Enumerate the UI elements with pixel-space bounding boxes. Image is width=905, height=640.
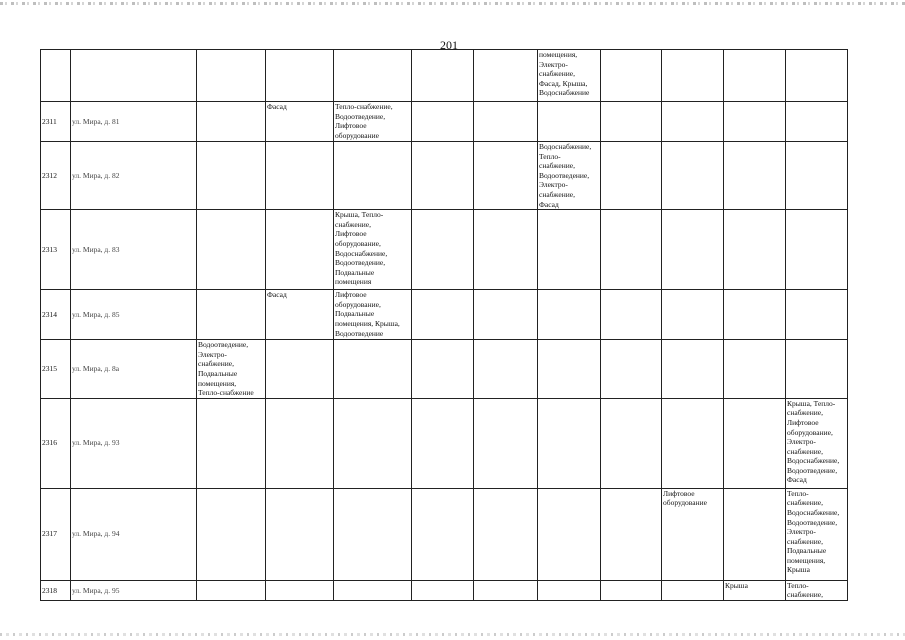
work-type-cell bbox=[334, 398, 412, 488]
cell-text-line: Электро- bbox=[539, 59, 568, 69]
work-type-cell bbox=[538, 50, 601, 102]
work-type-cell bbox=[724, 50, 786, 102]
work-type-cell bbox=[197, 142, 266, 210]
cell-text-line: оборудование, bbox=[787, 427, 833, 437]
work-type-cell bbox=[197, 210, 266, 290]
cell-text-line: Подвальные bbox=[335, 309, 375, 319]
work-type-cell bbox=[412, 290, 474, 340]
work-type-cell bbox=[474, 488, 538, 580]
cell-text-line: Водоснабжение, bbox=[787, 507, 840, 517]
cell-text-line: Водоотведение, bbox=[787, 517, 838, 527]
work-type-cell bbox=[266, 50, 334, 102]
work-type-cell bbox=[662, 290, 724, 340]
work-type-cell bbox=[724, 290, 786, 340]
work-type-cell bbox=[334, 290, 412, 340]
work-type-cell bbox=[474, 142, 538, 210]
cell-text-line: снабжение, bbox=[787, 536, 823, 546]
work-type-cell bbox=[197, 398, 266, 488]
work-type-cell bbox=[197, 290, 266, 340]
work-type-cell bbox=[266, 290, 334, 340]
table-row bbox=[41, 50, 848, 102]
cell-text-line: оборудование bbox=[335, 130, 379, 140]
work-type-cell bbox=[662, 210, 724, 290]
row-number-cell: 2316 bbox=[41, 398, 71, 488]
address-cell: ул. Мира, д. 83 bbox=[71, 210, 197, 290]
work-type-cell bbox=[474, 580, 538, 600]
work-type-cell bbox=[601, 398, 662, 488]
work-type-cell bbox=[474, 102, 538, 142]
table-row bbox=[41, 580, 848, 600]
work-type-cell bbox=[334, 488, 412, 580]
table-row bbox=[41, 102, 848, 142]
work-type-cell bbox=[662, 488, 724, 580]
work-type-cell bbox=[601, 50, 662, 102]
work-type-cell bbox=[412, 488, 474, 580]
work-type-cell bbox=[266, 102, 334, 142]
work-type-cell bbox=[538, 398, 601, 488]
work-type-cell bbox=[538, 580, 601, 600]
cell-text-line: Тепло-снабжение bbox=[198, 388, 254, 398]
work-type-cell bbox=[412, 102, 474, 142]
work-type-cell bbox=[334, 580, 412, 600]
work-type-cell bbox=[334, 340, 412, 399]
cell-text-line: Крыша, Тепло- bbox=[335, 210, 384, 220]
row-number-cell bbox=[41, 50, 71, 102]
cell-text-line: Электро- bbox=[787, 437, 816, 447]
address-cell: ул. Мира, д. 81 bbox=[71, 102, 197, 142]
row-number-cell: 2317 bbox=[41, 488, 71, 580]
cell-text-line: снабжение, bbox=[787, 590, 823, 600]
cell-text-line: Подвальные bbox=[198, 368, 238, 378]
work-type-cell bbox=[601, 210, 662, 290]
cell-text-line: снабжение, bbox=[539, 189, 575, 199]
row-number-cell: 2315 bbox=[41, 340, 71, 399]
cell-text-line: снабжение, bbox=[335, 219, 371, 229]
page-number: 201 bbox=[440, 38, 458, 52]
cell-text-line: Фасад bbox=[267, 102, 287, 111]
cell-text-line: помещения, bbox=[198, 378, 237, 388]
work-type-cell bbox=[724, 142, 786, 210]
work-type-cell bbox=[724, 340, 786, 399]
work-type-cell bbox=[197, 580, 266, 600]
work-type-cell bbox=[197, 488, 266, 580]
address-cell: ул. Мира, д. 95 bbox=[71, 580, 197, 600]
work-type-cell bbox=[474, 50, 538, 102]
work-type-cell bbox=[786, 488, 848, 580]
cell-text-line: снабжение, bbox=[539, 161, 575, 171]
work-type-cell bbox=[601, 290, 662, 340]
cell-text-line: оборудование bbox=[663, 498, 707, 508]
cell-text-line: снабжение, bbox=[198, 359, 234, 369]
work-type-cell bbox=[266, 398, 334, 488]
cell-text-line: Водоотведение, bbox=[335, 258, 386, 268]
cell-text-line: Подвальные bbox=[787, 546, 827, 556]
cell-text-line: Водоотведение, bbox=[539, 170, 590, 180]
work-type-cell bbox=[412, 50, 474, 102]
work-type-cell bbox=[662, 102, 724, 142]
work-type-cell bbox=[601, 340, 662, 399]
work-type-cell bbox=[197, 102, 266, 142]
cell-text-line: Водоотведение, bbox=[335, 111, 386, 121]
work-type-cell bbox=[266, 340, 334, 399]
work-type-cell bbox=[786, 142, 848, 210]
work-type-cell bbox=[724, 102, 786, 142]
work-type-cell bbox=[601, 102, 662, 142]
work-type-cell bbox=[662, 142, 724, 210]
cell-text-line: помещения bbox=[335, 277, 372, 287]
work-type-cell bbox=[474, 398, 538, 488]
address-cell: ул. Мира, д. 8а bbox=[71, 340, 197, 399]
work-type-cell bbox=[334, 210, 412, 290]
cell-text-line: снабжение, bbox=[787, 408, 823, 418]
cell-text-line: Водоотведение bbox=[335, 328, 384, 338]
work-type-cell bbox=[412, 340, 474, 399]
table-row bbox=[41, 210, 848, 290]
work-type-cell bbox=[786, 102, 848, 142]
cell-text-line: Водоснабжение, bbox=[335, 248, 388, 258]
cell-text-line: Фасад bbox=[787, 475, 807, 485]
work-type-cell bbox=[786, 580, 848, 600]
cell-text-line: оборудование, bbox=[335, 238, 381, 248]
work-type-cell bbox=[662, 580, 724, 600]
cell-text-line: Крыша, Тепло- bbox=[787, 398, 836, 408]
cell-text-line: Лифтовое bbox=[787, 417, 819, 427]
scan-artifact-top bbox=[0, 2, 905, 5]
work-type-cell bbox=[662, 398, 724, 488]
work-type-cell bbox=[538, 488, 601, 580]
work-type-cell bbox=[334, 102, 412, 142]
work-type-cell bbox=[197, 340, 266, 399]
work-type-cell bbox=[474, 290, 538, 340]
cell-text-line: Тепло-снабжение, bbox=[335, 102, 393, 111]
cell-text-line: Фасад bbox=[539, 199, 559, 209]
row-number-cell: 2318 bbox=[41, 580, 71, 600]
address-cell: ул. Мира, д. 94 bbox=[71, 488, 197, 580]
cell-text-line: Фасад bbox=[267, 290, 287, 300]
work-type-cell bbox=[538, 102, 601, 142]
work-type-cell bbox=[601, 580, 662, 600]
cell-text-line: Лифтовое bbox=[335, 290, 367, 300]
work-type-cell bbox=[538, 210, 601, 290]
cell-text-line: Водоснабжение, bbox=[539, 142, 592, 151]
work-type-cell bbox=[601, 142, 662, 210]
cell-text-line: Водоотведение, bbox=[787, 465, 838, 475]
work-type-cell bbox=[538, 290, 601, 340]
table-row bbox=[41, 290, 848, 340]
address-cell: ул. Мира, д. 82 bbox=[71, 142, 197, 210]
address-cell bbox=[71, 50, 197, 102]
table-body bbox=[41, 50, 848, 601]
address-cell: ул. Мира, д. 93 bbox=[71, 398, 197, 488]
cell-text-line: Водоснабжение bbox=[539, 88, 590, 98]
work-type-cell bbox=[412, 210, 474, 290]
work-type-cell bbox=[474, 210, 538, 290]
cell-text-line: снабжение, bbox=[539, 69, 575, 79]
cell-text-line: снабжение, bbox=[787, 446, 823, 456]
work-type-cell bbox=[786, 210, 848, 290]
work-type-cell bbox=[786, 398, 848, 488]
cell-text-line: помещения, bbox=[539, 50, 578, 59]
work-type-cell bbox=[412, 580, 474, 600]
scan-artifact-bottom bbox=[0, 633, 905, 636]
work-type-cell bbox=[538, 340, 601, 399]
cell-text-line: помещения, bbox=[787, 555, 826, 565]
work-type-cell bbox=[724, 398, 786, 488]
work-type-cell bbox=[786, 290, 848, 340]
cell-text-line: Фасад, Крыша, bbox=[539, 78, 588, 88]
work-type-cell bbox=[724, 210, 786, 290]
work-type-cell bbox=[266, 580, 334, 600]
cell-text-line: помещения, Крыша, bbox=[335, 318, 400, 328]
cell-text-line: Электро- bbox=[539, 180, 568, 190]
work-type-cell bbox=[601, 488, 662, 580]
work-type-cell bbox=[412, 398, 474, 488]
work-type-cell bbox=[334, 50, 412, 102]
work-type-cell bbox=[197, 50, 266, 102]
work-type-cell bbox=[724, 488, 786, 580]
cell-text-line: оборудование, bbox=[335, 299, 381, 309]
table-row bbox=[41, 398, 848, 488]
work-type-cell bbox=[474, 340, 538, 399]
row-number-cell: 2312 bbox=[41, 142, 71, 210]
work-type-cell bbox=[786, 50, 848, 102]
work-type-cell bbox=[266, 210, 334, 290]
cell-text-line: Водоотведение, bbox=[198, 340, 249, 350]
cell-text-line: Лифтовое bbox=[663, 488, 695, 498]
table-row bbox=[41, 142, 848, 210]
cell-text-line: Лифтовое bbox=[335, 121, 367, 131]
work-type-cell bbox=[786, 340, 848, 399]
cell-text-line: Электро- bbox=[198, 349, 227, 359]
cell-text-line: снабжение, bbox=[787, 498, 823, 508]
cell-text-line: Тепло- bbox=[539, 151, 561, 161]
work-type-cell bbox=[266, 142, 334, 210]
work-type-cell bbox=[724, 580, 786, 600]
table-row bbox=[41, 488, 848, 580]
work-type-cell bbox=[662, 50, 724, 102]
work-type-cell bbox=[662, 340, 724, 399]
cell-text-line: Подвальные bbox=[335, 267, 375, 277]
cell-text-line: Крыша bbox=[725, 580, 748, 590]
cell-text-line: Электро- bbox=[787, 527, 816, 537]
cell-text-line: Тепло- bbox=[787, 580, 809, 590]
cell-text-line: Тепло- bbox=[787, 488, 809, 498]
work-type-cell bbox=[266, 488, 334, 580]
row-number-cell: 2313 bbox=[41, 210, 71, 290]
cell-text-line: Лифтовое bbox=[335, 229, 367, 239]
cell-text-line: Водоснабжение, bbox=[787, 456, 840, 466]
row-number-cell: 2314 bbox=[41, 290, 71, 340]
work-type-cell bbox=[334, 142, 412, 210]
work-type-cell bbox=[538, 142, 601, 210]
repair-schedule-table bbox=[40, 49, 848, 601]
table-row bbox=[41, 340, 848, 399]
address-cell: ул. Мира, д. 85 bbox=[71, 290, 197, 340]
cell-text-line: Крыша bbox=[787, 565, 810, 575]
work-type-cell bbox=[412, 142, 474, 210]
row-number-cell: 2311 bbox=[41, 102, 71, 142]
